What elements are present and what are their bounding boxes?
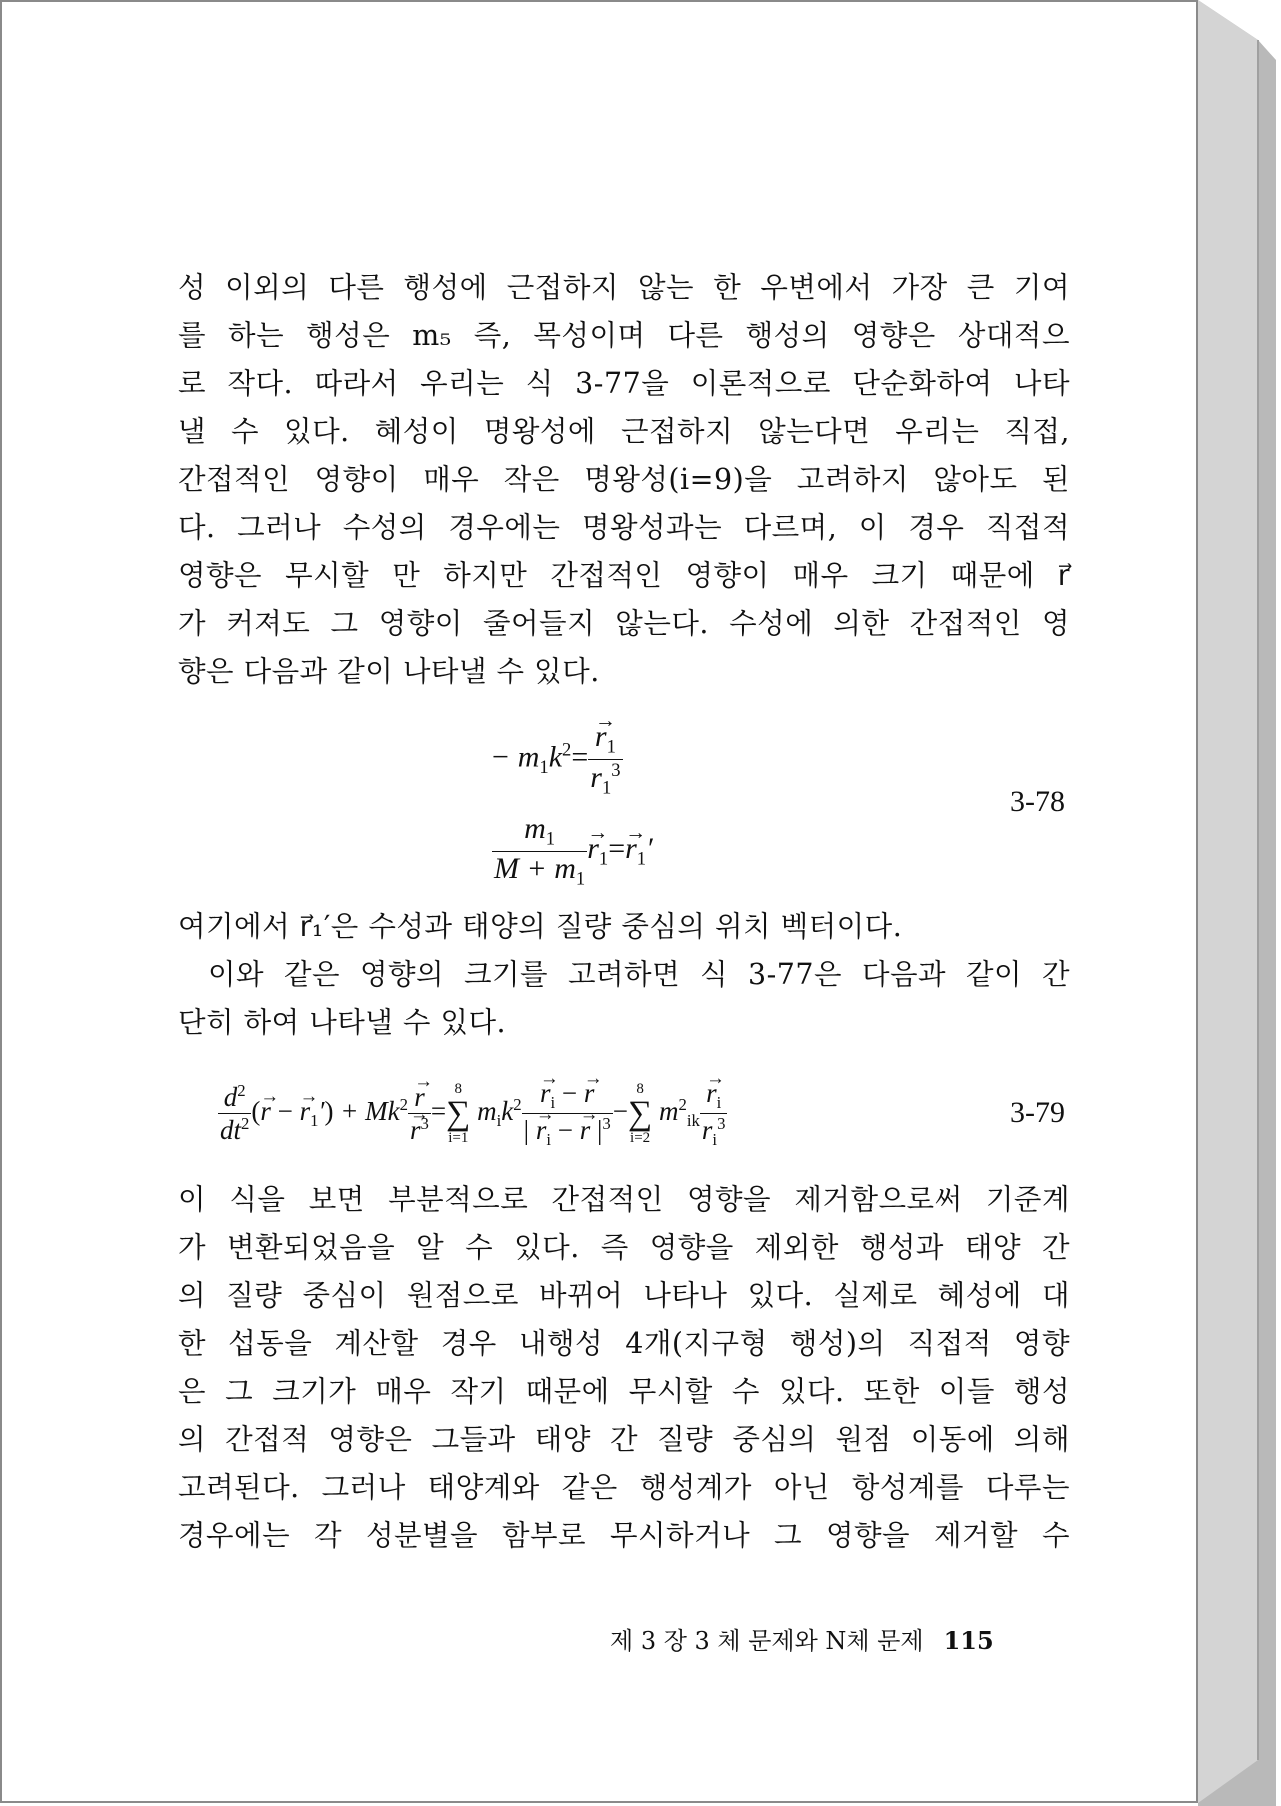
text-line: 성 이외의 다른 행성에 근접하지 않는 한 우변에서 가장 큰 기여 — [178, 271, 1070, 304]
text-line: 로 작다. 따라서 우리는 식 3-77을 이론적으로 단순화하여 나타 — [178, 367, 1070, 400]
text-line: 향은 다음과 같이 나타낼 수 있다. — [178, 655, 600, 688]
text-line: 은 그 크기가 매우 작기 때문에 무시할 수 있다. 또한 이들 행성 — [178, 1375, 1070, 1408]
page-number: 115 — [943, 1626, 994, 1655]
text-line: 여기에서 r⃗₁′은 수성과 태양의 질량 중심의 위치 벡터이다. — [178, 910, 903, 943]
paragraph-2 — [178, 903, 1070, 1047]
text-line: 의 질량 중심이 원점으로 바뀌어 나타나 있다. 실제로 혜성에 대 — [178, 1279, 1070, 1312]
page-footer — [610, 1621, 994, 1656]
equation-number-3-79: 3-79 — [1010, 1096, 1065, 1129]
text-line: 경우에는 각 성분별을 함부로 무시하거나 그 영향을 제거할 수 — [178, 1519, 1070, 1552]
text-line: 의 간접적 영향은 그들과 태양 간 질량 중심의 원점 이동에 의해 — [178, 1423, 1070, 1456]
equation-3-78-line-1: − $m_1k^2=$ → $\frac{r_1}{r_1^3}$ — [490, 720, 623, 799]
text-line: 가 커져도 그 영향이 줄어들지 않는다. 수성에 의한 간접적인 영 — [178, 607, 1070, 640]
text-line: 고려된다. 그러나 태양계와 같은 행성계가 아닌 항성계를 다루는 — [178, 1471, 1070, 1504]
text-line: 가 변환되었음을 알 수 있다. 즉 영향을 제외한 행성과 태양 간 — [178, 1231, 1070, 1264]
text-line: 한 섭동을 계산할 경우 내행성 4개(지구형 행성)의 직접적 영향 — [178, 1327, 1070, 1360]
text-line: 다. 그러나 수성의 경우에는 명왕성과는 다르며, 이 경우 직접적 — [178, 511, 1070, 544]
text-line: 낼 수 있다. 혜성이 명왕성에 근접하지 않는다면 우리는 직접, — [178, 415, 1070, 448]
paragraph-1 — [178, 264, 1070, 696]
text-line: 영향은 무시할 만 하지만 간접적인 영향이 매우 크기 때문에 r⃗ — [178, 559, 1070, 592]
text-line: 를 하는 행성은 m₅ 즉, 목성이며 다른 행성의 영향은 상대적으 — [178, 319, 1070, 352]
text-line: 단히 하여 나타낼 수 있다. — [178, 1006, 507, 1039]
equation-3-78-line-2: $\frac{m_1}{M + m_1}$ → $r_1=\to r_1'$ — [492, 812, 653, 890]
equation-3-79: $\frac{d^2}{dt^2}$ (→ r − → $r_1') + Mk^2$ → r → $r^3$ = 8 ∑ i=1 $m_ik^2$ → $\frac{r_i - \to r}{| \to r_i - \to r |^3}$ − 8 ∑ i=2 $m^2_{ik}$ → $\frac{r_i}{r_i^3}$ — [218, 1078, 727, 1150]
text-line: 간접적인 영향이 매우 작은 명왕성(i=9)을 고려하지 않아도 된 — [178, 463, 1070, 496]
paragraph-3 — [178, 1176, 1070, 1560]
running-header-chapter: 제 3 장 3 체 문제와 N체 문제 — [610, 1627, 924, 1655]
page-edge-shadow — [1198, 0, 1276, 1806]
text-line: 이와 같은 영향의 크기를 고려하면 식 3-77은 다음과 같이 간 — [208, 958, 1070, 991]
text-line: 이 식을 보면 부분적으로 간접적인 영향을 제거함으로써 기준계 — [178, 1183, 1070, 1216]
equation-number-3-78: 3-78 — [1010, 785, 1065, 818]
